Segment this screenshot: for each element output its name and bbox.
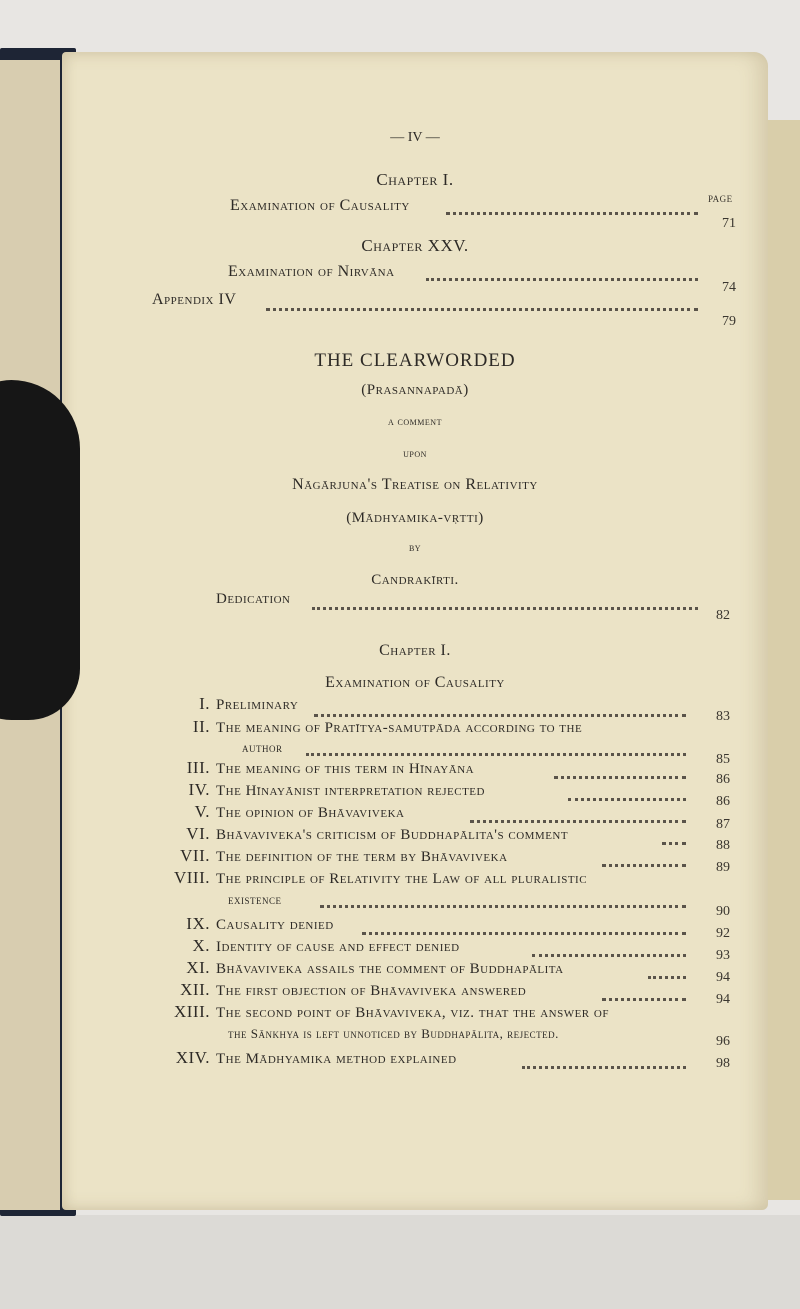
entry-text: The opinion of Bhāvaviveka [216,805,405,821]
entry-number: VI. [186,824,210,843]
page-number: 90 [716,904,730,919]
page-number: 96 [716,1034,730,1049]
toc-entry [170,958,564,978]
chapter-heading-25: Chapter XXV. [361,236,469,255]
folio: — IV — [390,130,440,145]
entry-number: VIII. [173,868,210,887]
leader-dots [446,210,698,215]
title-upon: upon [403,448,427,460]
toc-dedication: Dedication [216,591,291,607]
toc-entry [170,914,334,934]
title-treatise: Nāgārjuna's Treatise on Relativity [292,476,538,493]
title-madhyamika: (Mādhyamika-vṛtti) [346,510,484,526]
leader-dots [648,974,686,979]
toc-entry [170,694,298,714]
chapter-subheading: Examination of Causality [325,674,505,691]
title-author: Candrakīrti. [371,572,459,588]
page-number: 85 [716,752,730,767]
entry-number: XI. [186,958,210,977]
page-number: 93 [716,948,730,963]
page-number: 89 [716,860,730,875]
toc-entry [170,780,485,800]
entry-number: XII. [180,980,210,999]
page-column-label: PAGE [708,194,733,204]
page-number: 82 [716,608,730,623]
toc-entry [170,758,474,778]
toc-entry [170,936,460,956]
chapter-heading: Chapter I. [379,642,451,659]
entry-number: XIV. [175,1048,210,1067]
entry-text: Identity of cause and effect denied [216,939,460,955]
leader-dots [470,818,686,823]
entry-text: The Hīnayānist interpretation rejected [216,783,485,799]
leader-dots [266,306,698,311]
page-number: 71 [722,216,736,231]
entry-text: Causality denied [216,917,334,933]
entry-continuation: existence [228,892,282,907]
entry-number: VII. [180,846,210,865]
chapter-heading-1: Chapter I. [376,170,454,189]
page-number: 98 [716,1056,730,1071]
backdrop [0,1215,800,1309]
toc-entry [170,802,404,822]
entry-number: V. [194,802,210,821]
leader-dots [320,903,686,908]
leader-dots [602,996,686,1001]
entry-text: The definition of the term by Bhāvaviveka [216,849,508,865]
leader-dots [554,774,686,779]
page-number: 83 [716,709,730,724]
entry-text: Preliminary [216,697,299,713]
leader-dots [362,930,686,935]
entry-continuation: author [242,740,283,755]
page-number: 88 [716,838,730,853]
toc-entry [170,1002,609,1022]
page-number: 86 [716,772,730,787]
leader-dots [306,751,686,756]
entry-number: IV. [188,780,210,799]
leader-dots [662,840,686,845]
page-number: 87 [716,817,730,832]
toc-entry [170,824,568,844]
leader-dots [312,605,698,610]
leader-dots [568,796,686,801]
page-number: 94 [716,970,730,985]
page-number: 92 [716,926,730,941]
toc-examination-nirvana: Examination of Nirvāna [228,263,395,280]
book-subtitle: (Prasannapadā) [361,382,469,398]
entry-number: XIII. [173,1002,210,1021]
toc-entry [170,846,508,866]
book-page [62,52,768,1210]
toc-entry [170,868,587,888]
toc-appendix: Appendix IV [152,291,237,308]
toc-entry [170,717,582,737]
leader-dots [426,276,698,281]
leader-dots [522,1064,686,1069]
entry-text: The second point of Bhāvaviveka, viz. that the answer of [216,1005,609,1021]
entry-text: The meaning of this term in Hīnayāna [216,761,475,777]
entry-text: The meaning of Pratītya-samutpāda according to the [216,720,583,736]
page-number: 86 [716,794,730,809]
entry-text: The first objection of Bhāvaviveka answered [216,983,527,999]
gloved-finger [0,380,80,720]
entry-number: II. [192,717,210,736]
leader-dots [532,952,686,957]
entry-number: X. [192,936,210,955]
entry-number: III. [186,758,210,777]
toc-entry [170,1048,457,1068]
entry-number: I. [199,694,210,713]
toc-entry [170,980,526,1000]
entry-text: The principle of Relativity the Law of all pluralistic [216,871,588,887]
toc-examination-causality: Examination of Causality [230,197,410,214]
page-number: 74 [722,280,736,295]
page-number: 79 [722,314,736,329]
entry-text: Bhāvaviveka assails the comment of Buddhapālita [216,961,564,977]
title-by: by [408,542,422,554]
entry-text: Bhāvaviveka's criticism of Buddhapālita's comment [216,827,569,843]
book-title: THE CLEARWORDED [314,350,516,371]
entry-continuation: the Sānkhya is left unnoticed by Buddhapālita, rejected. [228,1026,559,1041]
page-number: 94 [716,992,730,1007]
leader-dots [602,862,686,867]
entry-number: IX. [186,914,210,933]
entry-text: The Mādhyamika method explained [216,1051,457,1067]
title-a-comment: a comment [388,416,442,428]
